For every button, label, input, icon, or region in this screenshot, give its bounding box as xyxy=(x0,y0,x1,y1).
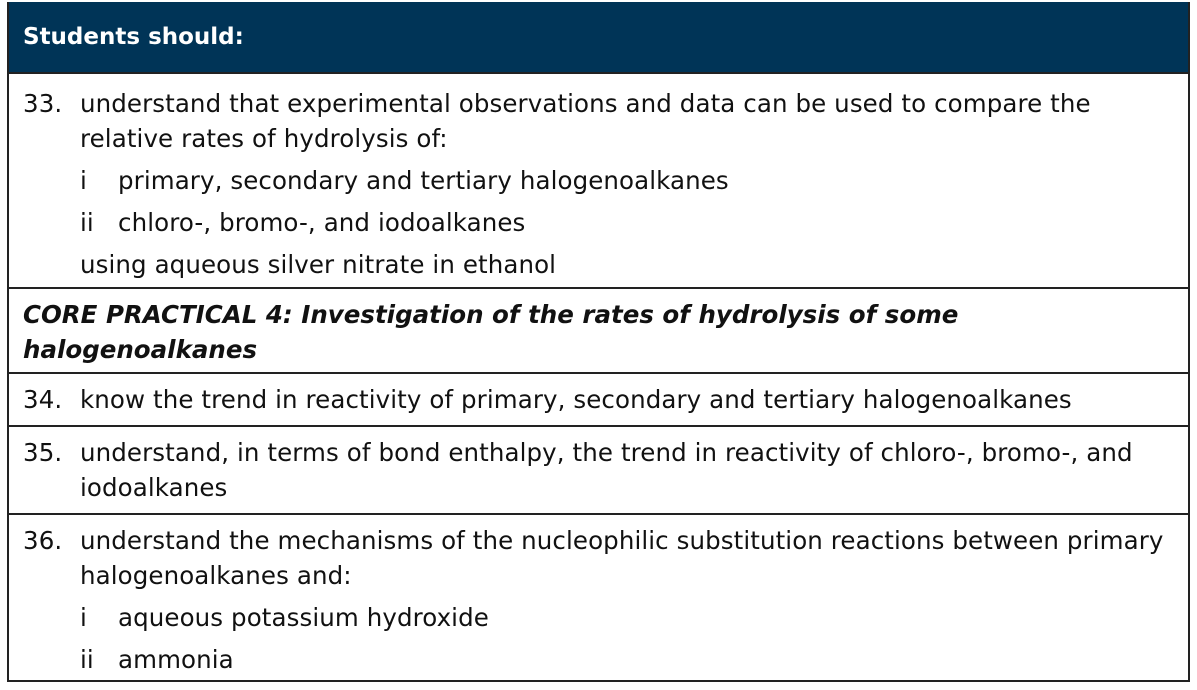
item-text: understand, in terms of bond enthalpy, the trend in reactivity of chloro-, bromo-, and iodoalkanes xyxy=(80,438,1133,502)
spec-row-36 xyxy=(9,515,1188,682)
sub-item-numeral: i xyxy=(80,603,87,632)
specification-table xyxy=(7,2,1190,682)
item-text: know the trend in reactivity of primary, secondary and tertiary halogenoalkanes xyxy=(80,385,1072,414)
sub-item xyxy=(80,642,1180,677)
item-number: 35. xyxy=(23,438,63,467)
list-item xyxy=(9,382,1188,417)
item-number: 36. xyxy=(23,526,63,555)
sub-item xyxy=(80,163,1180,198)
item-number: 33. xyxy=(23,89,63,118)
sub-item-text: aqueous potassium hydroxide xyxy=(118,603,489,632)
spec-row-35 xyxy=(9,427,1188,515)
sub-item-text: primary, secondary and tertiary halogenoalkanes xyxy=(118,166,729,195)
sub-item-text: ammonia xyxy=(118,645,234,674)
sub-item-numeral: i xyxy=(80,166,87,195)
table-header xyxy=(9,2,1188,74)
sub-item-numeral: ii xyxy=(80,208,94,237)
sub-item-text: chloro-, bromo-, and iodoalkanes xyxy=(118,208,526,237)
list-item xyxy=(9,86,1188,282)
spec-row-34 xyxy=(9,374,1188,427)
list-item xyxy=(9,523,1188,677)
item-body xyxy=(80,523,1180,677)
core-practical-row xyxy=(9,289,1188,374)
spec-row-33 xyxy=(9,74,1188,289)
item-number: 34. xyxy=(23,385,63,414)
item-tail-text: using aqueous silver nitrate in ethanol xyxy=(80,250,557,279)
header-title: Students should: xyxy=(23,24,244,50)
sub-item xyxy=(80,205,1180,240)
item-body xyxy=(80,86,1180,282)
list-item xyxy=(9,435,1188,505)
sub-item xyxy=(80,600,1180,635)
item-text: understand that experimental observations and data can be used to compare the relative rates of hydrolysis of: xyxy=(80,89,1091,153)
core-practical-title: CORE PRACTICAL 4: Investigation of the rates of hydrolysis of some halogenoalkanes xyxy=(23,300,959,364)
sub-item-numeral: ii xyxy=(80,645,94,674)
item-text: understand the mechanisms of the nucleophilic substitution reactions between primary halogenoalkanes and: xyxy=(80,526,1164,590)
